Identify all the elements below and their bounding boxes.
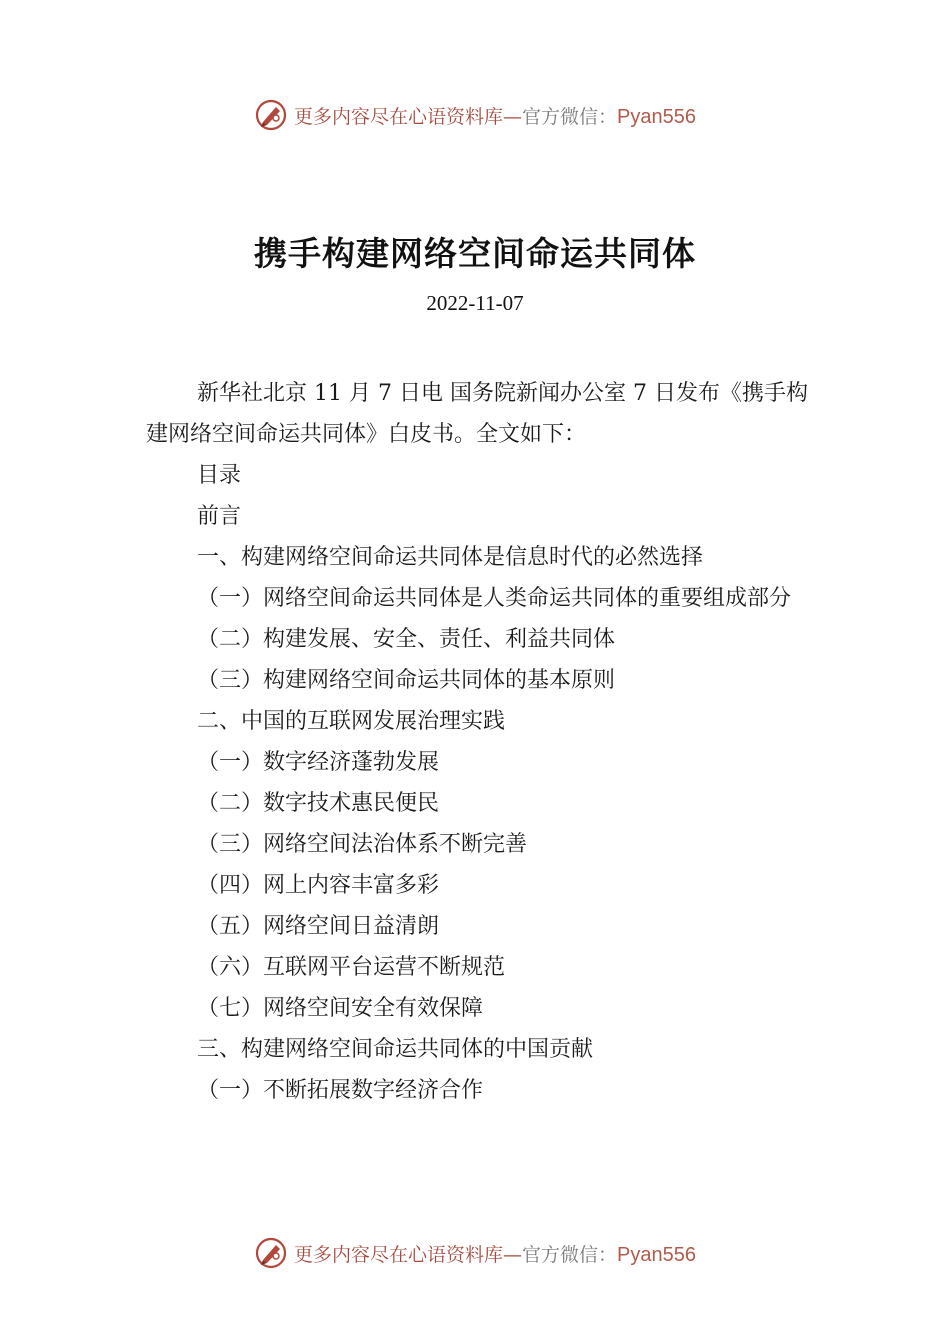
watermark-text	[294, 102, 696, 129]
table-of-contents	[146, 455, 810, 1111]
header-watermark-banner	[0, 95, 950, 135]
toc-item: 目录	[197, 463, 242, 488]
watermark-wechat-id: Pyan556	[617, 1243, 696, 1266]
toc-item: （三）网络空间法治体系不断完善	[197, 832, 528, 857]
toc-item: 三、构建网络空间命运共同体的中国贡献	[197, 1037, 594, 1062]
toc-item: （一）网络空间命运共同体是人类命运共同体的重要组成部分	[197, 586, 792, 611]
footer-watermark-banner	[0, 1233, 950, 1273]
toc-item: 二、中国的互联网发展治理实践	[197, 709, 506, 734]
document-title: 携手构建网络空间命运共同体	[254, 234, 696, 273]
toc-item: （一）不断拓展数字经济合作	[197, 1078, 484, 1103]
toc-item: （七）网络空间安全有效保障	[197, 996, 484, 1021]
watermark-separator: —	[503, 1243, 523, 1266]
watermark-site: 更多内容尽在心语资料库	[294, 105, 504, 128]
watermark-site: 更多内容尽在心语资料库	[294, 1243, 504, 1266]
watermark-wechat-label: 官方微信：	[522, 105, 618, 128]
toc-item: （四）网上内容丰富多彩	[197, 873, 440, 898]
toc-item: （一）数字经济蓬勃发展	[197, 750, 440, 775]
toc-item: （二）数字技术惠民便民	[197, 791, 440, 816]
pen-nib-logo-icon	[254, 1236, 288, 1270]
toc-item: 前言	[197, 504, 242, 529]
pen-nib-logo-icon	[254, 98, 288, 132]
watermark-text	[294, 1240, 696, 1267]
toc-item: （五）网络空间日益清朗	[197, 914, 440, 939]
watermark-wechat-label: 官方微信：	[522, 1243, 618, 1266]
document-date: 2022-11-07	[426, 291, 524, 315]
intro-paragraph: 新华社北京 11 月 7 日电 国务院新闻办公室 7 日发布《携手构建网络空间命运共同体》白皮书。全文如下：	[146, 381, 808, 447]
toc-item: 一、构建网络空间命运共同体是信息时代的必然选择	[197, 545, 704, 570]
watermark-wechat-id: Pyan556	[617, 105, 696, 128]
toc-item: （二）构建发展、安全、责任、利益共同体	[197, 627, 616, 652]
toc-item: （三）构建网络空间命运共同体的基本原则	[197, 668, 616, 693]
toc-item: （六）互联网平台运营不断规范	[197, 955, 506, 980]
watermark-separator: —	[503, 105, 523, 128]
